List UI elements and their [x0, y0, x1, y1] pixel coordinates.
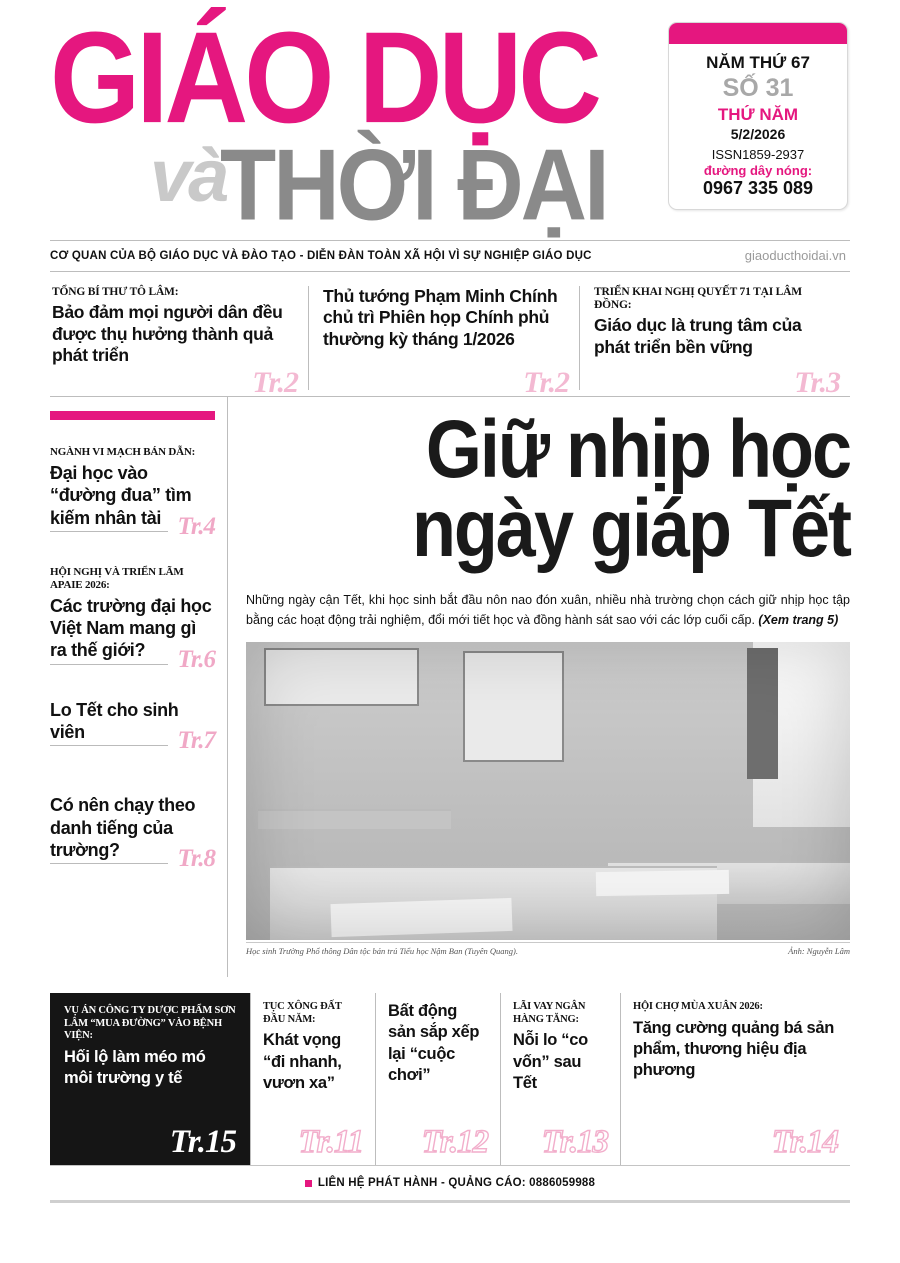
bottom-teaser-5-kicker: HỘI CHỢ MÙA XUÂN 2026:: [633, 1001, 763, 1012]
bottom-teaser-2-kicker: TỤC XÔNG ĐẤT ĐẦU NĂM:: [263, 1001, 342, 1025]
photo-credit: Ảnh: Nguyễn Lâm: [788, 945, 850, 956]
logo-va-text: và: [150, 133, 227, 217]
bottom-teaser-4-kicker: LÃI VAY NGÂN HÀNG TĂNG:: [513, 1001, 586, 1025]
photo-vignette: [246, 642, 850, 940]
sidebar-column: [50, 397, 228, 977]
footer-contact-text: LIÊN HỆ PHÁT HÀNH - QUẢNG CÁO: 0886059988: [317, 1177, 596, 1189]
sidebar-item-3[interactable]: [50, 699, 215, 755]
bottom-teaser-4-page: Tr.13: [541, 1124, 608, 1160]
bottom-teaser-3-page: Tr.12: [421, 1124, 488, 1160]
bottom-teaser-1-kicker: VỤ ÁN CÔNG TY DƯỢC PHẨM SƠN LÂM “MUA ĐƯỜNG” VÀO BỆNH VIỆN:: [64, 1005, 236, 1042]
sidebar-item-3-rule: [50, 745, 168, 746]
photo-caption: Học sinh Trường Phổ thông Dân tộc bán trú Tiểu học Nậm Ban (Tuyên Quang).: [246, 945, 518, 956]
bottom-teaser-1-page: Tr.15: [169, 1124, 236, 1160]
sidebar-item-1-page: Tr.4: [177, 512, 215, 540]
tagline-row: [50, 240, 850, 272]
main-story-see-page: (Xem trang 5): [758, 612, 839, 627]
sidebar-accent-bar: [50, 411, 215, 420]
sidebar-item-2-title: Các trường đại học Việt Nam mang gì ra thế giới?: [50, 595, 212, 661]
sidebar-item-4-rule: [50, 863, 168, 864]
bottom-teaser-5[interactable]: [620, 993, 850, 1165]
bottom-teaser-3[interactable]: [375, 993, 500, 1165]
square-bullet-icon: [305, 1180, 312, 1187]
hotline-number: 0967 335 089: [702, 178, 814, 198]
issue-year: NĂM THỨ 67: [706, 53, 810, 72]
issn-code: ISSN1859-2937: [711, 147, 805, 162]
main-story-deck-text: Những ngày cận Tết, khi học sinh bắt đầu nôn nao đón xuân, nhiều nhà trường chọn cách giữ nhịp học tập bằng các hoạt động trải nghiệm, đổi mới tiết học và đồng hành sát sao với các lớp cuối cấp.: [246, 593, 850, 627]
bottom-teaser-2-page: Tr.11: [298, 1124, 363, 1160]
bottom-teaser-5-page: Tr.14: [771, 1124, 838, 1160]
issue-info-box: [668, 22, 848, 210]
sidebar-item-2-kicker: HỘI NGHỊ VÀ TRIỂN LÃM APAIE 2026:: [50, 565, 184, 591]
top-teaser-1-title: Bảo đảm mọi người dân đều được thụ hưởng thành quả phát triển: [52, 302, 283, 365]
masthead: [40, 0, 860, 240]
top-teaser-2-page: Tr.2: [523, 366, 569, 399]
bottom-teaser-5-title: Tăng cường quảng bá sản phẩm, thương hiệu địa phương: [633, 1018, 835, 1080]
sidebar-item-2-rule: [50, 664, 168, 665]
sidebar-item-1[interactable]: [50, 446, 215, 540]
bottom-teaser-4-title: Nỗi lo “co vốn” sau Tết: [513, 1031, 588, 1093]
photo-caption-row: [246, 942, 850, 956]
newspaper-logo: [50, 4, 650, 242]
top-teaser-3-title: Giáo dục là trung tâm của phát triển bền vững: [594, 315, 802, 357]
main-body-row: [50, 397, 850, 977]
top-teaser-row: [50, 272, 850, 397]
issue-date: 5/2/2026: [730, 126, 786, 142]
bottom-teaser-2[interactable]: [250, 993, 375, 1165]
sidebar-item-3-title: Lo Tết cho sinh viên: [50, 699, 179, 743]
top-teaser-1-page: Tr.2: [252, 366, 298, 399]
hotline-label: đường dây nóng:: [703, 163, 813, 178]
logo-primary-text: GIÁO DỤC: [50, 4, 598, 151]
top-teaser-1-kicker: TỔNG BÍ THƯ TÔ LÂM:: [52, 286, 179, 298]
logo-secondary-text: THỜI ĐẠI: [220, 129, 607, 242]
sidebar-item-4-page: Tr.8: [177, 845, 215, 873]
bottom-teaser-4[interactable]: [500, 993, 620, 1165]
main-headline-line-1: Giữ nhịp học: [425, 404, 850, 496]
bottom-teaser-1-title: Hối lộ làm méo mó môi trường y tế: [64, 1047, 206, 1088]
sidebar-item-4[interactable]: [50, 794, 215, 873]
bottom-teaser-1[interactable]: [50, 993, 250, 1165]
sidebar-item-2-page: Tr.6: [177, 645, 215, 673]
sidebar-item-1-rule: [50, 531, 168, 532]
main-headline-line-2: ngày giáp Tết: [411, 482, 850, 575]
sidebar-item-2[interactable]: [50, 565, 215, 673]
main-story-photo: [246, 642, 850, 940]
main-story-column: [228, 397, 850, 977]
issue-weekday: THỨ NĂM: [717, 105, 799, 124]
main-story-deck: [246, 591, 850, 630]
top-teaser-3[interactable]: [579, 286, 850, 399]
footer-bar: [50, 1166, 850, 1203]
tagline-text: CƠ QUAN CỦA BỘ GIÁO DỤC VÀ ĐÀO TẠO - DIỄN ĐÀN TOÀN XÃ HỘI VÌ SỰ NGHIỆP GIÁO DỤC: [50, 250, 592, 262]
sidebar-item-1-title: Đại học vào “đường đua” tìm kiếm nhân tài: [50, 462, 192, 528]
top-teaser-2[interactable]: [308, 286, 579, 399]
bottom-teaser-row: [50, 993, 850, 1166]
top-teaser-2-title: Thủ tướng Phạm Minh Chính chủ trì Phiên họp Chính phủ thường kỳ tháng 1/2026: [323, 286, 558, 349]
bottom-teaser-2-title: Khát vọng “đi nhanh, vươn xa”: [263, 1031, 342, 1093]
info-box-accent-bar: [669, 23, 847, 44]
top-teaser-3-page: Tr.3: [794, 366, 840, 399]
website-url[interactable]: giaoducthoidai.vn: [744, 248, 846, 263]
sidebar-item-3-page: Tr.7: [177, 727, 215, 755]
main-headline: [246, 404, 850, 575]
sidebar-item-4-title: Có nên chạy theo danh tiếng của trường?: [50, 795, 196, 861]
top-teaser-3-kicker: TRIỂN KHAI NGHỊ QUYẾT 71 TẠI LÂM ĐỒNG:: [594, 286, 802, 312]
bottom-teaser-3-title: Bất động sản sắp xếp lại “cuộc chơi”: [388, 1002, 480, 1085]
top-teaser-1[interactable]: [50, 286, 308, 399]
sidebar-item-1-kicker: NGÀNH VI MẠCH BÁN DẪN:: [50, 446, 196, 458]
issue-number: SỐ 31: [722, 74, 794, 102]
